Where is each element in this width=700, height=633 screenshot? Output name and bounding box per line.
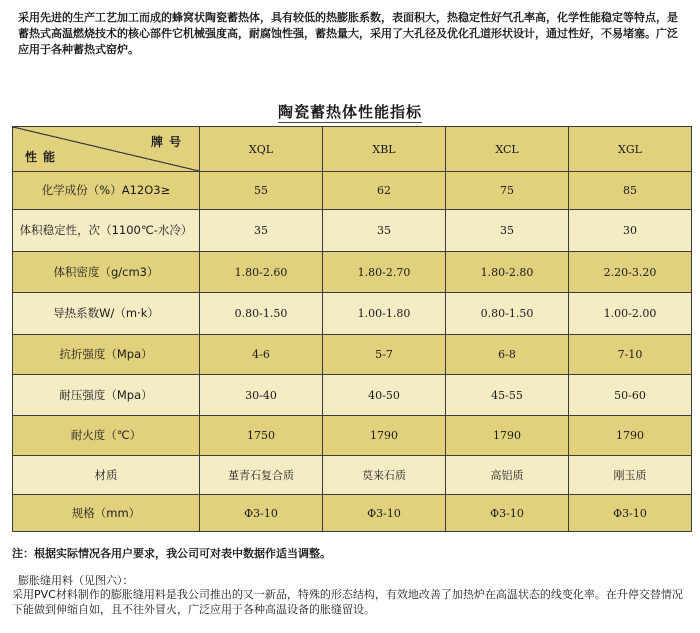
table-row — [13, 416, 692, 456]
table-cell: Φ3-10 — [323, 495, 446, 532]
table-cell: 7-10 — [569, 335, 692, 375]
table-cell: 莫来石质 — [323, 456, 446, 495]
table-cell: 35 — [200, 210, 323, 252]
table-cell: 85 — [569, 172, 692, 210]
model-header: XGL — [569, 127, 692, 172]
table-cell: 刚玉质 — [569, 456, 692, 495]
row-label: 体积稳定性，次（1100℃-水冷） — [13, 210, 200, 252]
table-row — [13, 293, 692, 335]
table-cell: 1790 — [446, 416, 569, 456]
spec-table — [12, 126, 692, 532]
row-label: 材质 — [13, 456, 200, 495]
table-cell: 堇青石复合质 — [200, 456, 323, 495]
table-cell: Φ3-10 — [569, 495, 692, 532]
table-row — [13, 495, 692, 532]
table-cell: 1790 — [569, 416, 692, 456]
table-row — [13, 456, 692, 495]
table-cell: 1.00-2.00 — [569, 293, 692, 335]
table-cell: 1790 — [323, 416, 446, 456]
model-header: XCL — [446, 127, 569, 172]
table-row — [13, 252, 692, 293]
intro-paragraph: 采用先进的生产工艺加工而成的蜂窝状陶瓷蓄热体，具有较低的热膨胀系数，表面积大，热稳定性好气孔率高，化学性能稳定等特点，是蓄热式高温燃烧技术的核心部件它机械强度高，耐腐蚀性强，蓄热量大，采用了大孔径及优化孔道形状设计，通过性好，不易堵塞。广泛应用于各种蓄热式窑炉。 — [18, 11, 678, 56]
table-cell: 35 — [323, 210, 446, 252]
table-row — [13, 335, 692, 375]
row-label: 耐压强度（Mpa） — [13, 375, 200, 416]
table-note: 注：根据实际情况各用户要求，我公司可对表中数据作适当调整。 — [12, 547, 331, 560]
model-header: XQL — [200, 127, 323, 172]
table-cell: 50-60 — [569, 375, 692, 416]
section-body: 采用PVC材料制作的膨胀缝用料是我公司推出的又一新品，特殊的形态结构，有效地改善了加热炉在高温状态的线变化率。在升停交替情况下能做到伸缩自如，且不往外冒火，广泛应用于各种高温设备的胀缝留设。 — [12, 588, 683, 616]
table-cell: 40-50 — [323, 375, 446, 416]
table-cell: 55 — [200, 172, 323, 210]
table-cell: 75 — [446, 172, 569, 210]
table-cell: 62 — [323, 172, 446, 210]
row-label: 体积密度（g/cm3） — [13, 252, 200, 293]
model-header: XBL — [323, 127, 446, 172]
row-label: 耐火度（℃） — [13, 416, 200, 456]
table-cell: 35 — [446, 210, 569, 252]
table-title: 陶瓷蓄热体性能指标 — [277, 103, 422, 121]
row-label: 规格（mm） — [13, 495, 200, 532]
table-cell: 45-55 — [446, 375, 569, 416]
table-cell: 5-7 — [323, 335, 446, 375]
table-cell: 30-40 — [200, 375, 323, 416]
table-cell: 2.20-3.20 — [569, 252, 692, 293]
table-row — [13, 375, 692, 416]
table-cell: 1.80-2.60 — [200, 252, 323, 293]
table-cell: 高铝质 — [446, 456, 569, 495]
corner-diagonal — [13, 127, 199, 171]
corner-header-cell — [13, 127, 200, 172]
corner-model-label: 牌号 — [150, 135, 187, 149]
table-cell: Φ3-10 — [446, 495, 569, 532]
row-label: 抗折强度（Mpa） — [13, 335, 200, 375]
table-header-row — [13, 127, 692, 172]
table-row — [13, 210, 692, 252]
row-label: 化学成份（%）A12O3≥ — [13, 172, 200, 210]
table-cell: 1750 — [200, 416, 323, 456]
table-cell: 6-8 — [446, 335, 569, 375]
row-label: 导热系数W/（m·k） — [13, 293, 200, 335]
table-title-block — [0, 101, 700, 122]
table-cell: 30 — [569, 210, 692, 252]
table-cell: 0.80-1.50 — [200, 293, 323, 335]
table-cell: Φ3-10 — [200, 495, 323, 532]
table-cell: 1.80-2.70 — [323, 252, 446, 293]
section-title: 膨胀缝用料（见图六）： — [18, 574, 134, 587]
corner-property-label: 性能 — [25, 150, 62, 164]
table-cell: 1.00-1.80 — [323, 293, 446, 335]
table-cell: 1.80-2.80 — [446, 252, 569, 293]
table-row — [13, 172, 692, 210]
table-cell: 4-6 — [200, 335, 323, 375]
table-cell: 0.80-1.50 — [446, 293, 569, 335]
